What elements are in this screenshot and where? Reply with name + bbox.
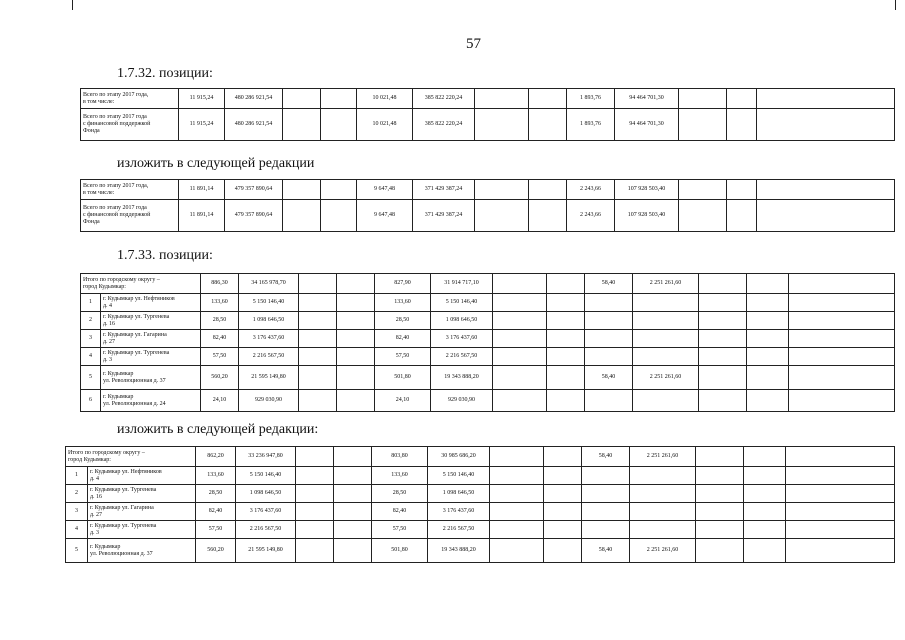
value-cell <box>789 312 895 330</box>
value-cell: 371 429 387,24 <box>413 180 475 200</box>
value-cell: 501,80 <box>372 539 428 563</box>
value-cell <box>585 294 633 312</box>
value-cell <box>544 521 582 539</box>
value-cell <box>789 390 895 412</box>
value-cell: 2 216 567,50 <box>239 348 299 366</box>
value-cell: 1 098 646,50 <box>431 312 493 330</box>
row-label-cell: Всего по этапу 2017 года с финансовой поддержкой Фонда <box>81 109 179 141</box>
value-cell <box>490 539 544 563</box>
value-cell: 57,50 <box>196 521 236 539</box>
value-cell <box>475 89 529 109</box>
value-cell <box>493 312 547 330</box>
value-cell <box>299 312 337 330</box>
value-cell <box>296 503 334 521</box>
value-cell <box>547 312 585 330</box>
value-cell: 385 822 220,24 <box>413 109 475 141</box>
value-cell <box>679 180 727 200</box>
value-cell <box>699 330 747 348</box>
address-cell: г. Кудымкар ул. Тургенева д. 16 <box>101 312 201 330</box>
value-cell <box>585 312 633 330</box>
total-value-cell <box>696 447 744 467</box>
total-value-cell: 30 985 686,20 <box>428 447 490 467</box>
total-value-cell: 803,80 <box>372 447 428 467</box>
table-row <box>81 109 895 141</box>
value-cell: 94 464 701,30 <box>615 109 679 141</box>
value-cell <box>321 109 357 141</box>
row-label-cell: Всего по этапу 2017 года с финансовой поддержкой Фонда <box>81 200 179 232</box>
value-cell <box>337 312 375 330</box>
table-row <box>81 294 895 312</box>
value-cell <box>582 485 630 503</box>
value-cell: 9 647,48 <box>357 180 413 200</box>
value-cell: 82,40 <box>372 503 428 521</box>
total-value-cell: 58,40 <box>585 274 633 294</box>
value-cell <box>490 467 544 485</box>
value-cell <box>475 200 529 232</box>
table-row <box>81 348 895 366</box>
value-cell: 2 216 567,50 <box>236 521 296 539</box>
total-value-cell: 862,20 <box>196 447 236 467</box>
total-value-cell: 33 236 947,80 <box>236 447 296 467</box>
value-cell <box>493 330 547 348</box>
value-cell: 28,50 <box>375 312 431 330</box>
table-row <box>81 180 895 200</box>
value-cell: 21 595 149,80 <box>239 366 299 390</box>
value-cell: 3 176 437,60 <box>428 503 490 521</box>
row-number-cell: 4 <box>66 521 88 539</box>
row-number-cell: 1 <box>81 294 101 312</box>
value-cell <box>747 348 789 366</box>
value-cell <box>547 366 585 390</box>
value-cell <box>334 539 372 563</box>
value-cell <box>585 390 633 412</box>
value-cell: 2 251 261,60 <box>630 539 696 563</box>
row-number-cell: 3 <box>81 330 101 348</box>
table-row <box>81 390 895 412</box>
value-cell <box>699 294 747 312</box>
value-cell <box>699 366 747 390</box>
value-cell <box>696 467 744 485</box>
value-cell: 5 150 146,40 <box>428 467 490 485</box>
value-cell: 28,50 <box>372 485 428 503</box>
value-cell <box>283 89 321 109</box>
address-cell: г. Кудымкар ул. Нефтяников д. 4 <box>101 294 201 312</box>
value-cell: 11 915,24 <box>179 109 225 141</box>
value-cell: 2 243,66 <box>567 200 615 232</box>
value-cell <box>744 467 786 485</box>
value-cell <box>679 89 727 109</box>
value-cell: 82,40 <box>375 330 431 348</box>
value-cell: 1 098 646,50 <box>239 312 299 330</box>
value-cell <box>630 521 696 539</box>
value-cell <box>696 485 744 503</box>
value-cell: 501,80 <box>375 366 431 390</box>
value-cell: 929 030,90 <box>239 390 299 412</box>
value-cell: 133,60 <box>196 467 236 485</box>
value-cell <box>744 485 786 503</box>
value-cell <box>582 503 630 521</box>
value-cell <box>633 312 699 330</box>
value-cell <box>789 330 895 348</box>
table-row <box>66 485 895 503</box>
section-heading-1-7-32: 1.7.32. позиции: <box>117 66 213 81</box>
value-cell <box>529 109 567 141</box>
value-cell <box>679 109 727 141</box>
value-cell <box>490 521 544 539</box>
value-cell <box>299 366 337 390</box>
table-1-7-32-old <box>80 88 895 141</box>
value-cell: 560,20 <box>201 366 239 390</box>
value-cell <box>490 485 544 503</box>
value-cell <box>547 390 585 412</box>
total-value-cell <box>296 447 334 467</box>
value-cell: 94 464 701,30 <box>615 89 679 109</box>
value-cell <box>493 390 547 412</box>
value-cell <box>727 180 757 200</box>
value-cell: 57,50 <box>201 348 239 366</box>
value-cell <box>547 330 585 348</box>
value-cell <box>334 467 372 485</box>
value-cell <box>727 109 757 141</box>
value-cell: 560,20 <box>196 539 236 563</box>
value-cell: 133,60 <box>375 294 431 312</box>
table-row <box>81 330 895 348</box>
address-cell: г. Кудымкар ул. Тургенева д. 16 <box>88 485 196 503</box>
value-cell <box>585 348 633 366</box>
value-cell: 2 243,66 <box>567 180 615 200</box>
value-cell: 1 098 646,50 <box>236 485 296 503</box>
top-frame-line-left <box>72 0 73 10</box>
table-row <box>66 521 895 539</box>
value-cell: 57,50 <box>372 521 428 539</box>
value-cell: 9 647,48 <box>357 200 413 232</box>
table-row <box>66 503 895 521</box>
table-row <box>81 366 895 390</box>
total-value-cell <box>544 447 582 467</box>
value-cell: 2 251 261,60 <box>633 366 699 390</box>
value-cell <box>696 521 744 539</box>
total-value-cell: 827,90 <box>375 274 431 294</box>
value-cell <box>299 348 337 366</box>
value-cell <box>786 521 895 539</box>
row-number-cell: 1 <box>66 467 88 485</box>
total-value-cell: 2 251 261,60 <box>633 274 699 294</box>
address-cell: г. Кудымкар ул. Революционная д. 37 <box>101 366 201 390</box>
total-value-cell <box>699 274 747 294</box>
table-row <box>81 89 895 109</box>
row-number-cell: 3 <box>66 503 88 521</box>
value-cell <box>334 485 372 503</box>
value-cell: 5 150 146,40 <box>239 294 299 312</box>
total-label-cell: Итого по городскому округу – город Кудымкар: <box>66 447 196 467</box>
value-cell <box>475 109 529 141</box>
value-cell <box>727 89 757 109</box>
table-row <box>81 200 895 232</box>
value-cell <box>747 312 789 330</box>
value-cell <box>633 330 699 348</box>
value-cell <box>747 390 789 412</box>
value-cell <box>296 485 334 503</box>
value-cell: 3 176 437,60 <box>236 503 296 521</box>
value-cell: 929 030,90 <box>431 390 493 412</box>
value-cell <box>699 348 747 366</box>
value-cell: 24,10 <box>375 390 431 412</box>
value-cell: 58,40 <box>585 366 633 390</box>
total-value-cell <box>786 447 895 467</box>
value-cell: 82,40 <box>196 503 236 521</box>
value-cell <box>296 539 334 563</box>
total-value-cell: 2 251 261,60 <box>630 447 696 467</box>
value-cell: 24,10 <box>201 390 239 412</box>
value-cell <box>475 180 529 200</box>
total-value-cell: 58,40 <box>582 447 630 467</box>
total-value-cell <box>547 274 585 294</box>
total-label-cell: Итого по городскому округу – город Кудымкар: <box>81 274 201 294</box>
value-cell: 2 216 567,50 <box>431 348 493 366</box>
total-value-cell: 34 165 978,70 <box>239 274 299 294</box>
value-cell <box>630 485 696 503</box>
value-cell <box>296 521 334 539</box>
value-cell <box>337 390 375 412</box>
value-cell: 58,40 <box>582 539 630 563</box>
value-cell <box>283 109 321 141</box>
page-number: 57 <box>466 36 481 52</box>
value-cell <box>747 294 789 312</box>
total-value-cell <box>789 274 895 294</box>
top-frame-line-right <box>895 0 896 10</box>
value-cell: 11 915,24 <box>179 89 225 109</box>
value-cell <box>493 348 547 366</box>
value-cell <box>747 330 789 348</box>
section-subheading-new-edition-1: изложить в следующей редакции <box>117 156 315 171</box>
value-cell <box>299 294 337 312</box>
value-cell <box>544 485 582 503</box>
address-cell: г. Кудымкар ул. Гагарина д. 27 <box>88 503 196 521</box>
table-row <box>81 312 895 330</box>
total-value-cell <box>299 274 337 294</box>
row-number-cell: 2 <box>81 312 101 330</box>
value-cell: 385 822 220,24 <box>413 89 475 109</box>
value-cell <box>699 312 747 330</box>
value-cell <box>544 503 582 521</box>
value-cell <box>633 348 699 366</box>
row-number-cell: 6 <box>81 390 101 412</box>
total-value-cell: 886,30 <box>201 274 239 294</box>
value-cell <box>630 467 696 485</box>
value-cell <box>493 294 547 312</box>
value-cell <box>299 390 337 412</box>
value-cell <box>789 294 895 312</box>
table-row <box>66 539 895 563</box>
value-cell: 1 098 646,50 <box>428 485 490 503</box>
value-cell <box>529 180 567 200</box>
value-cell: 82,40 <box>201 330 239 348</box>
value-cell <box>744 539 786 563</box>
address-cell: г. Кудымкар ул. Тургенева д. 3 <box>101 348 201 366</box>
value-cell <box>696 503 744 521</box>
value-cell: 21 595 149,80 <box>236 539 296 563</box>
value-cell: 19 343 888,20 <box>431 366 493 390</box>
row-label-cell: Всего по этапу 2017 года, в том числе: <box>81 180 179 200</box>
value-cell <box>699 390 747 412</box>
section-subheading-new-edition-2: изложить в следующей редакции: <box>117 422 319 437</box>
value-cell <box>283 180 321 200</box>
value-cell: 10 021,48 <box>357 109 413 141</box>
value-cell <box>696 539 744 563</box>
row-number-cell: 5 <box>81 366 101 390</box>
value-cell: 480 286 921,54 <box>225 109 283 141</box>
total-value-cell <box>493 274 547 294</box>
value-cell: 5 150 146,40 <box>431 294 493 312</box>
address-cell: г. Кудымкар ул. Революционная д. 37 <box>88 539 196 563</box>
total-value-cell: 31 914 717,10 <box>431 274 493 294</box>
value-cell <box>633 294 699 312</box>
row-label-cell: Всего по этапу 2017 года, в том числе: <box>81 89 179 109</box>
value-cell <box>334 503 372 521</box>
value-cell <box>529 89 567 109</box>
value-cell: 107 928 503,40 <box>615 180 679 200</box>
value-cell: 371 429 387,24 <box>413 200 475 232</box>
value-cell: 3 176 437,60 <box>431 330 493 348</box>
total-value-cell <box>490 447 544 467</box>
address-cell: г. Кудымкар ул. Революционная д. 24 <box>101 390 201 412</box>
address-cell: г. Кудымкар ул. Нефтяников д. 4 <box>88 467 196 485</box>
value-cell <box>321 180 357 200</box>
value-cell <box>786 467 895 485</box>
value-cell <box>283 200 321 232</box>
row-number-cell: 5 <box>66 539 88 563</box>
value-cell <box>582 467 630 485</box>
value-cell: 479 357 890,64 <box>225 180 283 200</box>
value-cell: 19 343 888,20 <box>428 539 490 563</box>
value-cell <box>727 200 757 232</box>
value-cell <box>544 467 582 485</box>
value-cell: 5 150 146,40 <box>236 467 296 485</box>
total-value-cell <box>337 274 375 294</box>
value-cell <box>321 89 357 109</box>
value-cell <box>529 200 567 232</box>
value-cell: 3 176 437,60 <box>239 330 299 348</box>
value-cell: 10 021,48 <box>357 89 413 109</box>
value-cell <box>321 200 357 232</box>
value-cell <box>633 390 699 412</box>
value-cell <box>789 366 895 390</box>
value-cell: 2 216 567,50 <box>428 521 490 539</box>
value-cell: 480 286 921,54 <box>225 89 283 109</box>
total-value-cell <box>334 447 372 467</box>
value-cell <box>757 200 895 232</box>
value-cell <box>490 503 544 521</box>
address-cell: г. Кудымкар ул. Тургенева д. 3 <box>88 521 196 539</box>
value-cell: 1 893,76 <box>567 109 615 141</box>
value-cell <box>786 539 895 563</box>
table-row <box>66 467 895 485</box>
value-cell <box>337 294 375 312</box>
value-cell <box>547 294 585 312</box>
value-cell: 11 891,14 <box>179 200 225 232</box>
table-1-7-33-old <box>80 273 895 412</box>
value-cell <box>493 366 547 390</box>
value-cell <box>585 330 633 348</box>
value-cell <box>786 503 895 521</box>
value-cell <box>757 109 895 141</box>
value-cell: 28,50 <box>196 485 236 503</box>
value-cell <box>744 503 786 521</box>
row-number-cell: 4 <box>81 348 101 366</box>
value-cell: 11 891,14 <box>179 180 225 200</box>
total-value-cell <box>747 274 789 294</box>
value-cell <box>786 485 895 503</box>
value-cell <box>679 200 727 232</box>
value-cell <box>547 348 585 366</box>
value-cell: 107 928 503,40 <box>615 200 679 232</box>
value-cell: 1 893,76 <box>567 89 615 109</box>
value-cell: 133,60 <box>372 467 428 485</box>
value-cell <box>744 521 786 539</box>
section-heading-1-7-33: 1.7.33. позиции: <box>117 248 213 263</box>
row-number-cell: 2 <box>66 485 88 503</box>
value-cell: 28,50 <box>201 312 239 330</box>
value-cell <box>299 330 337 348</box>
total-value-cell <box>744 447 786 467</box>
value-cell: 133,60 <box>201 294 239 312</box>
value-cell <box>757 180 895 200</box>
value-cell: 479 357 890,64 <box>225 200 283 232</box>
value-cell <box>337 366 375 390</box>
value-cell: 57,50 <box>375 348 431 366</box>
value-cell <box>630 503 696 521</box>
value-cell <box>337 348 375 366</box>
value-cell <box>747 366 789 390</box>
value-cell <box>789 348 895 366</box>
table-1-7-32-new <box>80 179 895 232</box>
address-cell: г. Кудымкар ул. Гагарина д. 27 <box>101 330 201 348</box>
value-cell <box>544 539 582 563</box>
value-cell <box>582 521 630 539</box>
value-cell <box>334 521 372 539</box>
table-1-7-33-new <box>65 446 895 563</box>
table-total-row <box>81 274 895 294</box>
value-cell <box>337 330 375 348</box>
table-total-row <box>66 447 895 467</box>
value-cell <box>757 89 895 109</box>
value-cell <box>296 467 334 485</box>
